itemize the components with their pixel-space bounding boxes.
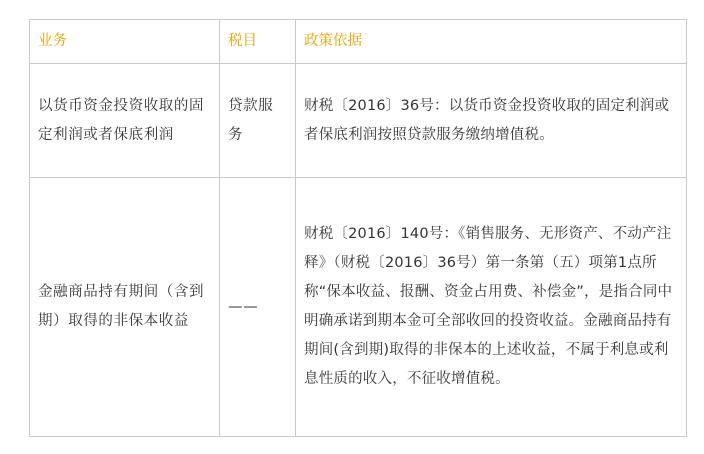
table-row xyxy=(30,178,687,437)
header-row xyxy=(30,20,687,64)
policy-table xyxy=(29,19,687,437)
cell-tax-item: 贷款服务 xyxy=(220,64,296,178)
cell-tax-item: —— xyxy=(220,178,296,437)
table-header xyxy=(30,20,687,64)
cell-policy: 财税〔2016〕140号：《销售服务、无形资产、不动产注释》（财税〔2016〕36号）第一条第（五）项第1点所称“保本收益、报酬、资金占用费、补偿金”，是指合同中明确承诺到期本金可全部收回的投资收益。金融商品持有期间(含到期)取得的非保本的上述收益，不属于利息或利息性质的收入，不征收增值税。 xyxy=(296,178,687,437)
header-policy-basis: 政策依据 xyxy=(296,20,687,64)
header-business: 业务 xyxy=(30,20,220,64)
table-body xyxy=(30,64,687,437)
cell-business: 以货币资金投资收取的固定利润或者保底利润 xyxy=(30,64,220,178)
cell-policy: 财税〔2016〕36号：以货币资金投资收取的固定利润或者保底利润按照贷款服务缴纳增值税。 xyxy=(296,64,687,178)
cell-business: 金融商品持有期间（含到期）取得的非保本收益 xyxy=(30,178,220,437)
table-row xyxy=(30,64,687,178)
header-tax-item: 税目 xyxy=(220,20,296,64)
